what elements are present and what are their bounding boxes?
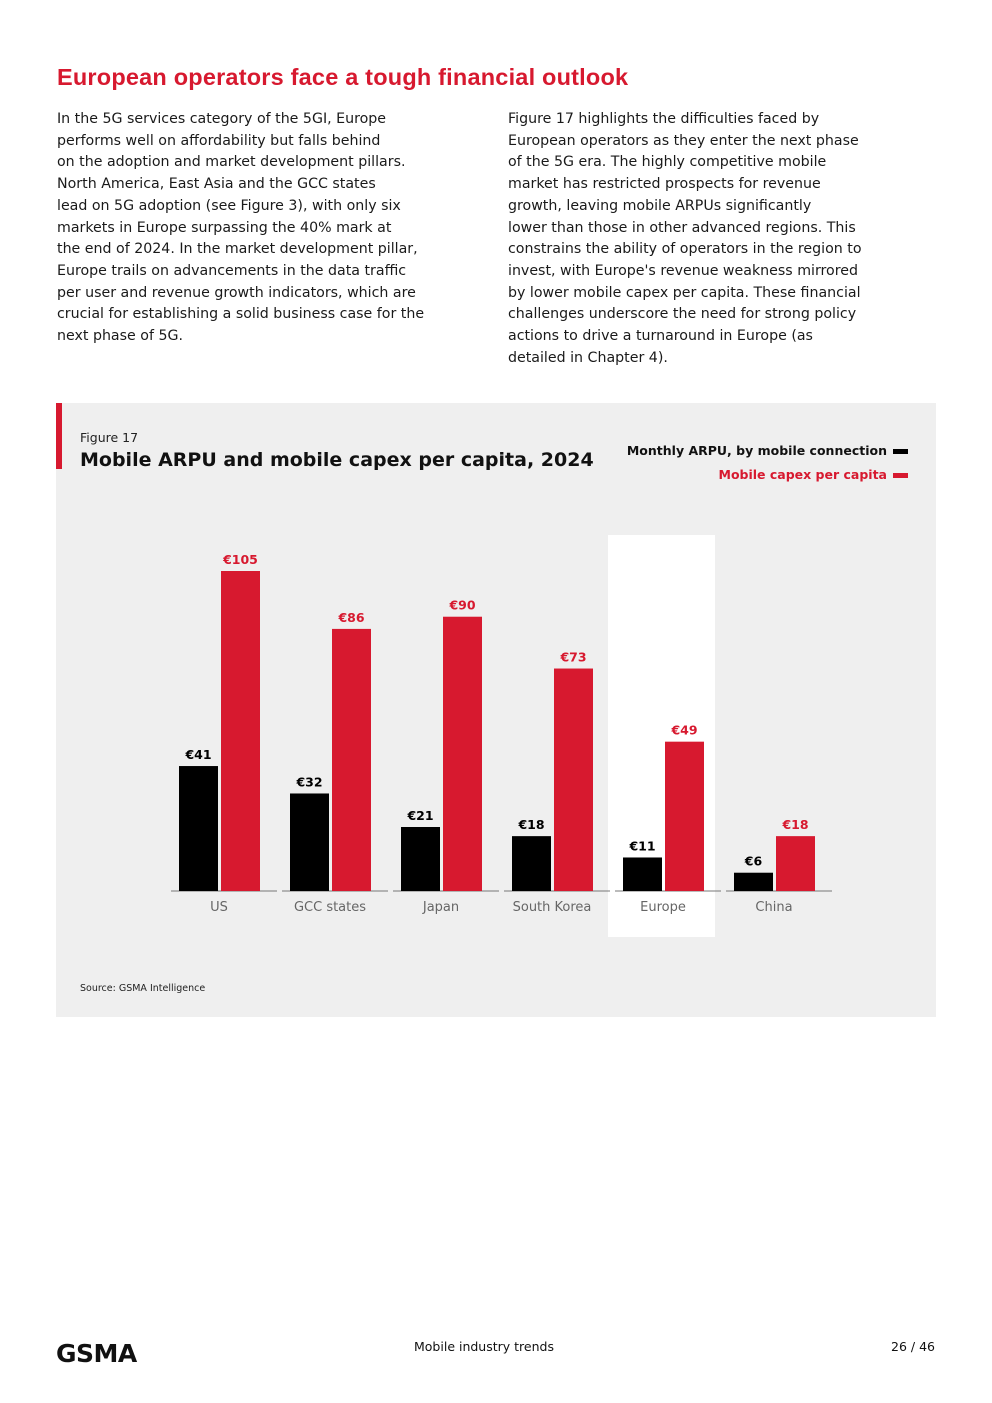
data-label-capex-us: €105 xyxy=(223,552,258,567)
gsma-logo: GSMA xyxy=(56,1339,137,1368)
body-paragraph-left: In the 5G services category of the 5GI, Europe performs well on affordability but falls behind on the adoption and market development pillars. North America, East Asia and the GCC states lead on 5G adoption (see Figure 3), with only six markets in Europe surpassing the 40% mark at the end of 2024. In the market development pillar, Europe trails on advancements in the data traffic per user and revenue growth indicators, which are crucial for establishing a solid business case for the next phase of 5G. xyxy=(57,111,425,345)
page-number: 26 / 46 xyxy=(891,1339,935,1354)
legend-swatch-capex xyxy=(893,473,908,478)
data-label-arpu-europe: €11 xyxy=(629,838,656,854)
legend-label-arpu: Monthly ARPU, by mobile connection xyxy=(626,443,887,458)
figure-number: Figure 17 xyxy=(80,430,139,445)
legend-label-capex: Mobile capex per capita xyxy=(718,467,887,482)
chart-legend xyxy=(627,439,908,487)
category-label-us: US xyxy=(210,900,228,915)
bar-capex-china xyxy=(776,836,815,891)
bar-chart xyxy=(56,403,936,1017)
data-label-arpu-china: €6 xyxy=(744,853,763,869)
figure-panel xyxy=(56,403,936,1017)
body-paragraph-right: Figure 17 highlights the difficulties faced by European operators as they enter the next phase of the 5G era. The highly competitive mobile market has restricted prospects for revenue growth, leaving mobile ARPUs significantly lower than those in other advanced regions. This constrains the ability of operators in the region to invest, with Europe's revenue weakness mirrored by lower mobile capex per capita. These financial challenges underscore the need for strong policy actions to drive a turnaround in Europe (as detailed in Chapter 4). xyxy=(508,111,862,366)
data-label-capex-japan: €90 xyxy=(449,597,476,613)
bar-capex-south-korea xyxy=(554,669,593,891)
data-label-capex-south-korea: €73 xyxy=(560,649,587,665)
bar-arpu-china xyxy=(734,873,773,891)
data-label-arpu-us: €41 xyxy=(185,747,212,763)
bar-arpu-japan xyxy=(401,827,440,891)
bar-capex-us xyxy=(221,571,260,891)
chart-title: Mobile ARPU and mobile capex per capita, 2024 xyxy=(80,449,594,471)
data-label-capex-gcc-states: €86 xyxy=(338,609,365,625)
data-label-capex-china: €18 xyxy=(782,817,809,833)
data-label-arpu-japan: €21 xyxy=(407,808,434,823)
bar-arpu-gcc-states xyxy=(290,793,329,891)
legend-swatch-arpu xyxy=(893,449,908,454)
legend-item-capex xyxy=(627,463,908,487)
section-heading: European operators face a tough financial outlook xyxy=(57,64,629,90)
category-label-gcc-states: GCC states xyxy=(293,900,367,915)
category-label-japan: Japan xyxy=(422,900,460,915)
data-label-arpu-gcc-states: €32 xyxy=(296,774,323,790)
category-label-south-korea: South Korea xyxy=(512,900,592,915)
category-label-europe: Europe xyxy=(640,900,686,915)
footer-section-title: Mobile industry trends xyxy=(414,1339,554,1354)
bar-arpu-europe xyxy=(623,857,662,891)
bar-arpu-south-korea xyxy=(512,836,551,891)
category-label-china: China xyxy=(755,900,793,915)
bar-capex-japan xyxy=(443,617,482,891)
bar-capex-gcc-states xyxy=(332,629,371,891)
legend-item-arpu xyxy=(627,439,908,463)
figure-source: Source: GSMA Intelligence xyxy=(80,983,206,994)
bar-arpu-us xyxy=(179,766,218,891)
bar-capex-europe xyxy=(665,742,704,891)
data-label-capex-europe: €49 xyxy=(671,722,698,738)
data-label-arpu-south-korea: €18 xyxy=(518,817,545,833)
